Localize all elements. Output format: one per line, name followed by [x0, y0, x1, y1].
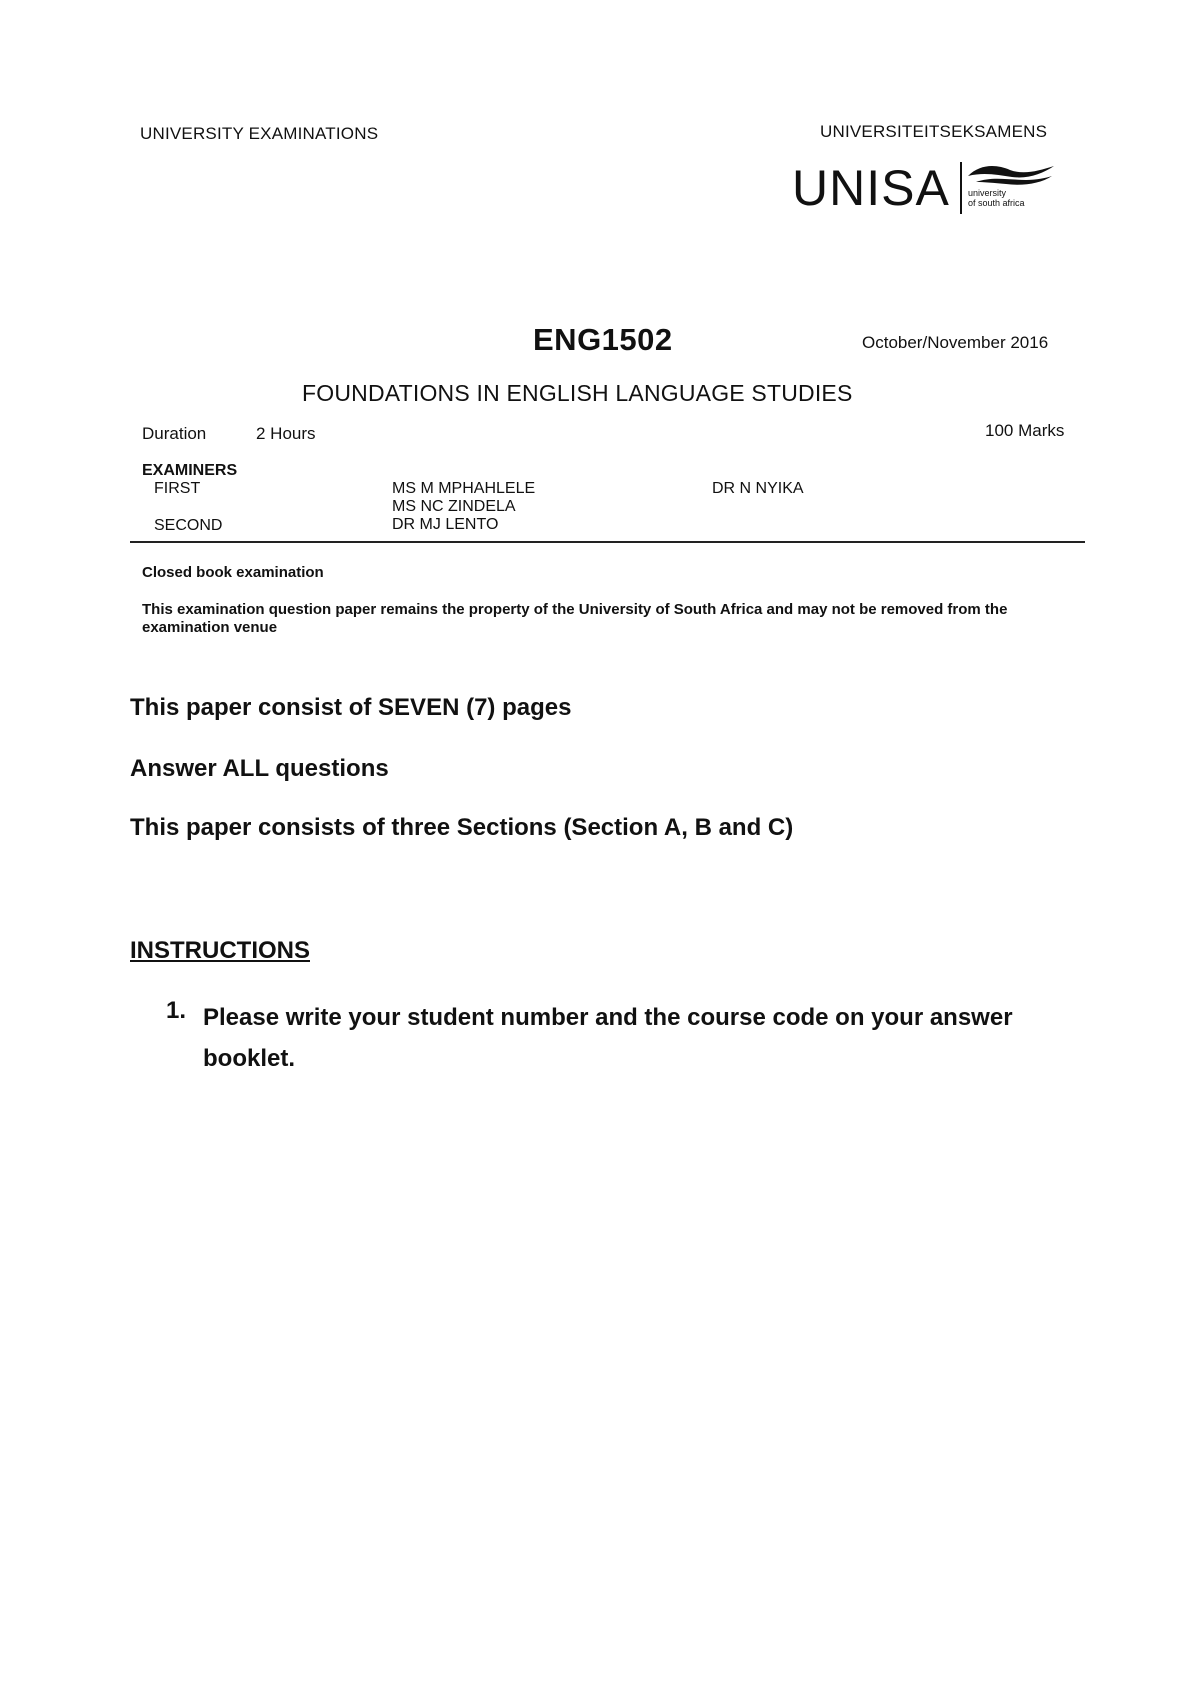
paper-info-line: Answer ALL questions — [130, 755, 389, 782]
paper-info-line: This paper consist of SEVEN (7) pages — [130, 694, 572, 721]
exam-date: October/November 2016 — [862, 333, 1049, 352]
examiner-name: MS NC ZINDELA — [392, 498, 516, 515]
examiner-name: MS M MPHAHLELE — [392, 480, 536, 497]
logo-tagline-line2: of south africa — [968, 198, 1025, 208]
duration-value: 2 Hours — [256, 424, 316, 443]
external-examiner-name: DR N NYIKA — [712, 480, 804, 497]
unisa-bird-icon — [966, 162, 1056, 188]
unisa-logo — [792, 158, 1062, 218]
first-examiner-label: FIRST — [154, 480, 201, 497]
paper-info-line: This paper consists of three Sections (Section A, B and C) — [130, 814, 794, 841]
instruction-number: 1. — [166, 997, 187, 1024]
second-examiner-label: SECOND — [154, 517, 223, 534]
instruction-text: Please write your student number and the course code on your answer booklet. — [203, 1004, 1013, 1072]
logo-tagline — [968, 188, 1025, 208]
duration-label: Duration — [142, 424, 207, 443]
examiner-name: DR MJ LENTO — [392, 516, 499, 533]
total-marks: 100 Marks — [985, 421, 1065, 440]
logo-tagline-line1: university — [968, 188, 1007, 198]
header-left-title: UNIVERSITY EXAMINATIONS — [140, 124, 379, 143]
instructions-heading: INSTRUCTIONS — [130, 937, 310, 964]
examiners-heading: EXAMINERS — [142, 462, 238, 479]
logo-wordmark: UNISA — [792, 160, 950, 216]
logo-divider — [960, 162, 962, 214]
closed-book-note: Closed book examination — [142, 564, 324, 581]
course-code: ENG1502 — [533, 322, 673, 357]
header-right-title: UNIVERSITEITSEKSAMENS — [820, 122, 1048, 141]
property-note: This examination question paper remains the property of the University of South Africa and may not be removed from the examination venue — [142, 601, 1008, 636]
section-divider — [130, 541, 1085, 543]
course-title: FOUNDATIONS IN ENGLISH LANGUAGE STUDIES — [302, 380, 853, 406]
